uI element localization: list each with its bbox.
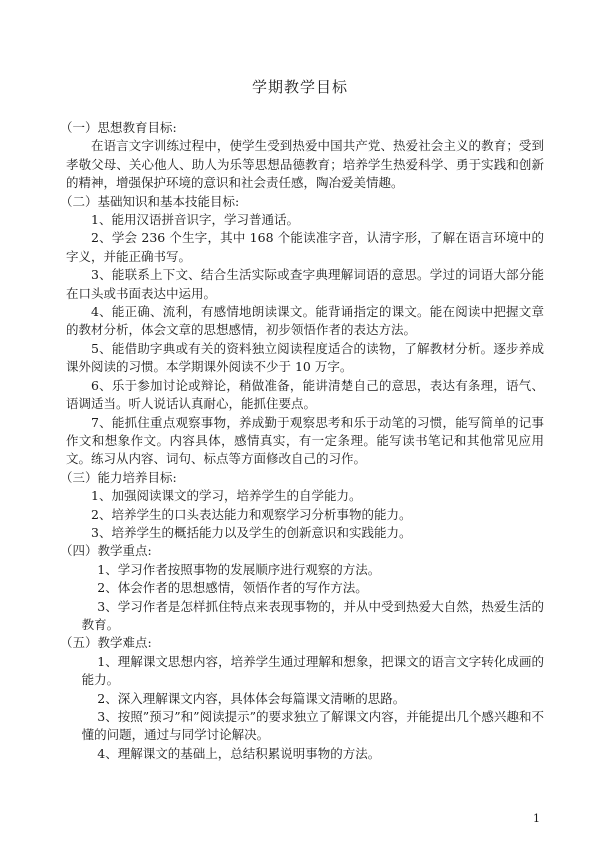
paragraph: 在语言文字训练过程中，使学生受到热爱中国共产党、热爱社会主义的教育；受到孝敬父母、关心他人、助人为乐等思想品德教育；培养学生热爱科学、勇于实践和创新的精神，增强保护环境的意识和社会责任感，陶冶爱美情趣。 (66, 138, 544, 191)
section-heading: （四）教学重点: (60, 543, 152, 559)
list-item: 2、学会 236 个生字，其中 168 个能读准字音，认清字形，了解在语言环境中的字义，并能正确书写。 (66, 230, 544, 264)
section-basic-knowledge-goals (60, 193, 544, 469)
section-ideological-goals (60, 119, 544, 193)
list-item: 4、理解课文的基础上，总结积累说明事物的方法。 (97, 745, 381, 761)
list-item: 2、深入理解课文内容，具体体会每篇课文清晰的思路。 (97, 690, 406, 706)
list-item: 4、能正确、流利，有感情地朗读课文。能背诵指定的课文。能在阅读中把握文章的教材分析，体会文章的思想感情，初步领悟作者的表达方法。 (66, 304, 544, 338)
list-item: 1、学习作者按照事物的发展顺序进行观察的方法。 (97, 561, 381, 577)
section-teaching-difficulties (60, 634, 544, 763)
section-heading: （一）思想教育目标: (60, 120, 177, 135)
section-heading: （三）能力培养目标: (60, 469, 177, 485)
page-number: 1 (533, 812, 540, 825)
section-heading: （五）教学难点: (60, 635, 152, 651)
list-item: 3、培养学生的概括能力以及学生的创新意识和实践能力。 (91, 524, 412, 540)
section-heading: （二）基础知识和基本技能目标: (60, 193, 240, 209)
section-ability-goals (60, 469, 544, 543)
list-item: 2、培养学生的口头表达能力和观察学习分析事物的能力。 (91, 506, 412, 522)
list-item: 7、能抓住重点观察事物，养成勤于观察思考和乐于动笔的习惯，能写简单的记事作文和想象作文。内容具体，感情真实，有一定条理。能写读书笔记和其他常见应用文。练习从内容、词句、标点等方面修改自己的习作。 (66, 414, 544, 467)
list-item: 6、乐于参加讨论或辩论，稍做准备，能讲清楚自己的意思，表达有条理，语气、语调适当。听人说话认真耐心，能抓住要点。 (66, 377, 544, 412)
list-item: 1、能用汉语拼音识字，学习普通话。 (91, 212, 299, 228)
document-body (60, 119, 544, 763)
section-teaching-focus (60, 542, 544, 634)
page-title: 学期教学目标 (251, 78, 348, 96)
list-item: 2、体会作者的思想感情，领悟作者的写作方法。 (97, 580, 368, 596)
list-item: 3、按照”预习”和”阅读提示”的要求独立了解课文内容，并能提出几个感兴趣和不懂的问题，通过与同学讨论解决。 (81, 709, 544, 743)
list-item: 5、能借助字典或有关的资料独立阅读程度适合的读物，了解教材分析。逐步养成课外阅读的习惯。本学期课外阅读不少于 10 万字。 (66, 340, 544, 375)
list-item: 1、加强阅读课文的学习，培养学生的自学能力。 (91, 488, 362, 504)
list-item: 3、能联系上下文、结合生活实际或查字典理解词语的意思。学过的词语大部分能在口头或书面表达中运用。 (66, 267, 544, 301)
list-item: 3、学习作者是怎样抓住特点来表现事物的，并从中受到热爱大自然，热爱生活的教育。 (81, 598, 544, 632)
list-item: 1、理解课文思想内容，培养学生通过理解和想象，把课文的语言文字转化成画的能力。 (81, 653, 544, 688)
